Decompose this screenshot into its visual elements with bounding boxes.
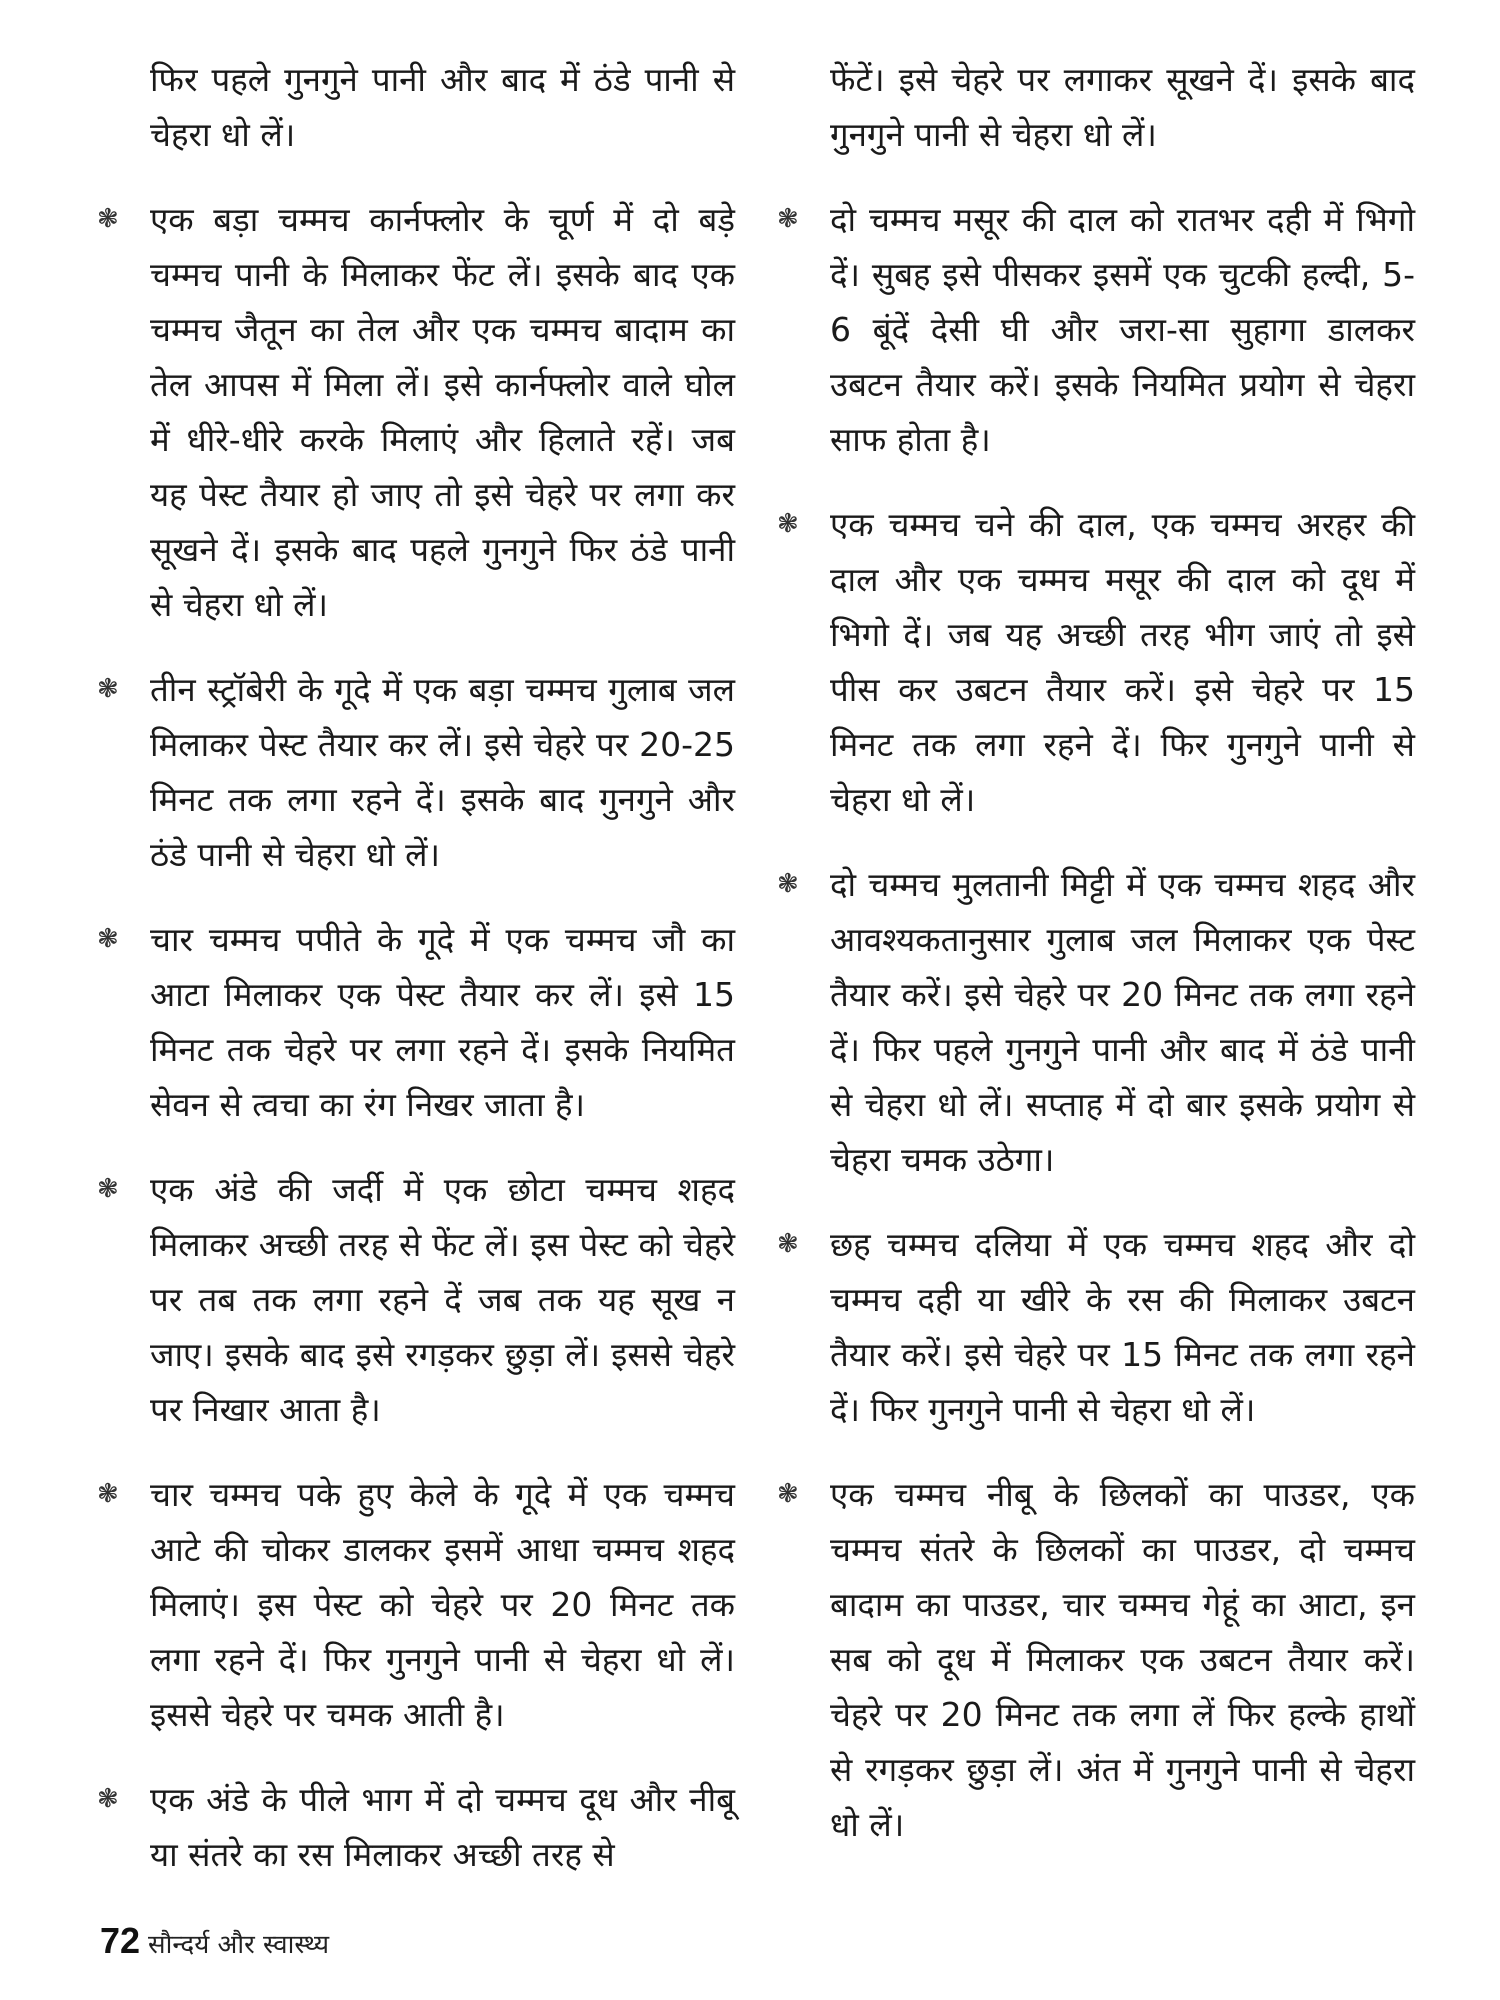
flower-bullet-icon: ❃: [97, 1174, 119, 1204]
paragraph-text: दो चम्मच मुलतानी मिट्टी में एक चम्मच शहद और आवश्यकतानुसार गुलाब जल मिलाकर एक पेस्ट तैयार करें। इसे चेहरे पर 20 मिनट तक लगा रहने दें। फिर पहले गुनगुने पानी और बाद में ठंडे पानी से चेहरा धो लें। सप्ताह में दो बार इसके प्रयोग से चेहरा चमक उठेगा।: [830, 865, 1415, 1179]
right-column: [775, 52, 1415, 1882]
flower-bullet-icon: ❃: [777, 1479, 799, 1509]
bullet-paragraph: [775, 192, 1415, 467]
bullet-paragraph: [95, 912, 735, 1132]
bullet-paragraph: [95, 192, 735, 632]
bullet-paragraph: [95, 1162, 735, 1437]
page-footer: [100, 1920, 329, 1962]
flower-bullet-icon: ❃: [97, 924, 119, 954]
page-number: 72: [100, 1920, 141, 1961]
paragraph: [775, 52, 1415, 162]
flower-bullet-icon: ❃: [777, 509, 799, 539]
paragraph-text: एक चम्मच चने की दाल, एक चम्मच अरहर की दाल और एक चम्मच मसूर की दाल को दूध में भिगो दें। जब यह अच्छी तरह भीग जाएं तो इसे पीस कर उबटन तैयार करें। इसे चेहरे पर 15 मिनट तक लगा रहने दें। फिर गुनगुने पानी से चेहरा धो लें।: [830, 505, 1415, 819]
flower-bullet-icon: ❃: [97, 1479, 119, 1509]
flower-bullet-icon: ❃: [97, 1784, 119, 1814]
paragraph: [95, 52, 735, 162]
bullet-paragraph: [95, 662, 735, 882]
bullet-paragraph: [95, 1467, 735, 1742]
paragraph-text: दो चम्मच मसूर की दाल को रातभर दही में भिगो दें। सुबह इसे पीसकर इसमें एक चुटकी हल्दी, 5-6 बूंदें देसी घी और जरा-सा सुहागा डालकर उबटन तैयार करें। इसके नियमित प्रयोग से चेहरा साफ होता है।: [830, 200, 1415, 459]
paragraph-text: चार चम्मच पके हुए केले के गूदे में एक चम्मच आटे की चोकर डालकर इसमें आधा चम्मच शहद मिलाएं। इस पेस्ट को चेहरे पर 20 मिनट तक लगा रहने दें। फिर गुनगुने पानी से चेहरा धो लें। इससे चेहरे पर चमक आती है।: [150, 1475, 735, 1734]
paragraph-text: एक चम्मच नीबू के छिलकों का पाउडर, एक चम्मच संतरे के छिलकों का पाउडर, दो चम्मच बादाम का पाउडर, चार चम्मच गेहूं का आटा, इन सब को दूध में मिलाकर एक उबटन तैयार करें। चेहरे पर 20 मिनट तक लगा लें फिर हल्के हाथों से रगड़कर छुड़ा लें। अंत में गुनगुने पानी से चेहरा धो लें।: [830, 1475, 1415, 1844]
bullet-paragraph: [775, 497, 1415, 827]
paragraph-text: फिर पहले गुनगुने पानी और बाद में ठंडे पानी से चेहरा धो लें।: [150, 60, 735, 154]
paragraph-text: एक बड़ा चम्मच कार्नफ्लोर के चूर्ण में दो बड़े चम्मच पानी के मिलाकर फेंट लें। इसके बाद एक चम्मच जैतून का तेल और एक चम्मच बादाम का तेल आपस में मिला लें। इसे कार्नफ्लोर वाले घोल में धीरे-धीरे करके मिलाएं और हिलाते रहें। जब यह पेस्ट तैयार हो जाए तो इसे चेहरे पर लगा कर सूखने दें। इसके बाद पहले गुनगुने फिर ठंडे पानी से चेहरा धो लें।: [150, 200, 735, 624]
book-title: सौन्दर्य और स्वास्थ्य: [148, 1930, 330, 1960]
bullet-paragraph: [775, 1217, 1415, 1437]
paragraph-text: फेंटें। इसे चेहरे पर लगाकर सूखने दें। इसके बाद गुनगुने पानी से चेहरा धो लें।: [830, 60, 1415, 154]
flower-bullet-icon: ❃: [777, 869, 799, 899]
flower-bullet-icon: ❃: [777, 204, 799, 234]
bullet-paragraph: [95, 1772, 735, 1882]
paragraph-text: छह चम्मच दलिया में एक चम्मच शहद और दो चम्मच दही या खीरे के रस की मिलाकर उबटन तैयार करें। इसे चेहरे पर 15 मिनट तक लगा रहने दें। फिर गुनगुने पानी से चेहरा धो लें।: [830, 1225, 1415, 1429]
flower-bullet-icon: ❃: [97, 674, 119, 704]
paragraph-text: एक अंडे के पीले भाग में दो चम्मच दूध और नीबू या संतरे का रस मिलाकर अच्छी तरह से: [150, 1780, 735, 1874]
flower-bullet-icon: ❃: [97, 204, 119, 234]
paragraph-text: तीन स्ट्रॉबेरी के गूदे में एक बड़ा चम्मच गुलाब जल मिलाकर पेस्ट तैयार कर लें। इसे चेहरे पर 20-25 मिनट तक लगा रहने दें। इसके बाद गुनगुने और ठंडे पानी से चेहरा धो लें।: [150, 670, 735, 874]
left-column: [95, 52, 735, 1912]
paragraph-text: चार चम्मच पपीते के गूदे में एक चम्मच जौ का आटा मिलाकर एक पेस्ट तैयार कर लें। इसे 15 मिनट तक चेहरे पर लगा रहने दें। इसके नियमित सेवन से त्वचा का रंग निखर जाता है।: [150, 920, 735, 1124]
paragraph-text: एक अंडे की जर्दी में एक छोटा चम्मच शहद मिलाकर अच्छी तरह से फेंट लें। इस पेस्ट को चेहरे पर तब तक लगा रहने दें जब तक यह सूख न जाए। इसके बाद इसे रगड़कर छुड़ा लें। इससे चेहरे पर निखार आता है।: [150, 1170, 735, 1429]
flower-bullet-icon: ❃: [777, 1229, 799, 1259]
bullet-paragraph: [775, 857, 1415, 1187]
bullet-paragraph: [775, 1467, 1415, 1852]
